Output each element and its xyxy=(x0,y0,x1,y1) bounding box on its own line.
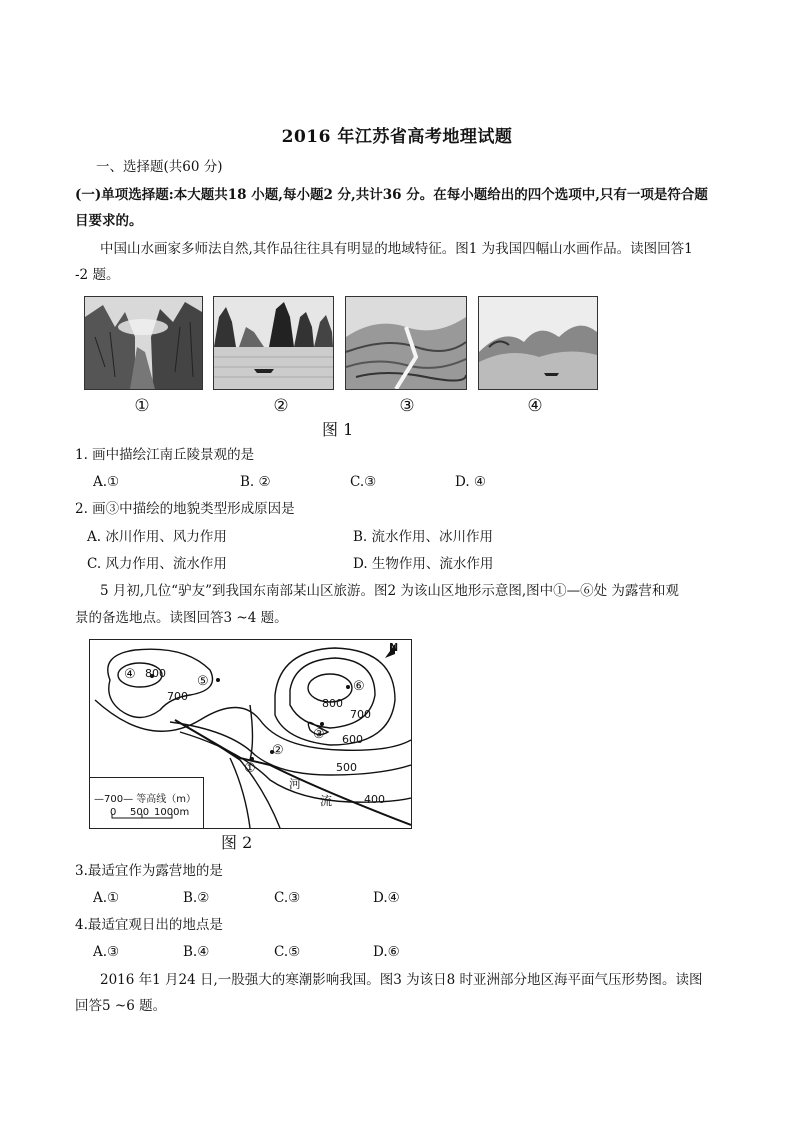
painting-3-label: ③ xyxy=(399,396,415,416)
q4-option-d: D.⑥ xyxy=(373,944,400,960)
map-point-5: ⑤ xyxy=(197,674,209,689)
painting-2-label: ② xyxy=(273,396,289,416)
q2-option-d: D. 生物作用、流水作用 xyxy=(353,556,494,572)
intro-paragraph-2-line2: 景的备选地点。读图回答3 ~4 题。 xyxy=(75,610,288,626)
section-instruction-line1: (一)单项选择题:本大题共18 小题,每小题2 分,共计36 分。在每小题给出的四个选项中,只有一项是符合题 xyxy=(75,187,708,203)
intro-paragraph-3-line1: 2016 年1 月24 日,一股强大的寒潮影响我国。图3 为该日8 时亚洲部分地区海平面气压形势图。读图 xyxy=(100,972,703,988)
question-2-stem: 2. 画③中描绘的地貌类型形成原因是 xyxy=(75,501,295,517)
contour-label: 700 xyxy=(350,708,371,721)
intro-paragraph-1-line1: 中国山水画家多师法自然,其作品往往具有明显的地域特征。图1 为我国四幅山水画作品。读图回答1 xyxy=(100,241,693,257)
q4-option-a: A.③ xyxy=(93,944,120,960)
q4-option-b: B.④ xyxy=(183,944,210,960)
q3-option-c: C.③ xyxy=(274,890,301,906)
painting-1 xyxy=(84,296,203,390)
contour-label: 700 xyxy=(167,690,188,703)
north-arrow-label: N xyxy=(389,641,399,654)
painting-3 xyxy=(345,296,467,390)
q1-option-d: D. ④ xyxy=(455,474,487,490)
q3-option-a: A.① xyxy=(93,890,120,906)
q1-option-b: B. ② xyxy=(240,474,271,490)
legend-contour: —700— 等高线（m） xyxy=(94,794,197,805)
question-1-stem: 1. 画中描绘江南丘陵景观的是 xyxy=(75,447,255,463)
section-instruction-line2: 目要求的。 xyxy=(75,213,143,229)
contour-label: 800 xyxy=(322,697,343,710)
page-title: 2016 年江苏省高考地理试题 xyxy=(281,127,513,147)
map-legend xyxy=(89,777,204,829)
intro-paragraph-3-line2: 回答5 ~6 题。 xyxy=(75,998,167,1014)
q4-option-c: C.⑤ xyxy=(274,944,301,960)
q3-option-d: D.④ xyxy=(373,890,400,906)
map-point-6: ⑥ xyxy=(353,679,365,694)
q2-option-c: C. 风力作用、流水作用 xyxy=(87,556,227,572)
scale-bar xyxy=(90,778,203,828)
figure-2-caption: 图 2 xyxy=(221,833,253,852)
scale-label-1000: 1000m xyxy=(154,807,190,818)
river-label-2: 流 xyxy=(320,794,333,808)
question-4-stem: 4.最适宜观日出的地点是 xyxy=(75,917,223,933)
map-point-2: ② xyxy=(272,743,284,758)
river-label-1: 河 xyxy=(289,777,302,791)
contour-label: 600 xyxy=(342,733,363,746)
painting-1-label: ① xyxy=(134,396,150,416)
map-point-3: ③ xyxy=(313,727,325,742)
painting-2 xyxy=(213,296,334,390)
painting-4-label: ④ xyxy=(527,396,543,416)
map-point-1: ① xyxy=(244,761,256,776)
q2-option-b: B. 流水作用、冰川作用 xyxy=(353,529,494,545)
contour-label: 500 xyxy=(336,761,357,774)
scale-label-500: 500 xyxy=(130,807,150,818)
painting-4 xyxy=(478,296,598,390)
q3-option-b: B.② xyxy=(183,890,210,906)
scale-label-0: 0 xyxy=(110,807,117,818)
map-point-4: ④ xyxy=(124,667,136,682)
figure-1-caption: 图 1 xyxy=(322,420,354,439)
q2-option-a: A. 冰川作用、风力作用 xyxy=(87,529,227,545)
section-heading: 一、选择题(共60 分) xyxy=(96,159,223,175)
intro-paragraph-1-line2: -2 题。 xyxy=(75,267,120,283)
q1-option-c: C.③ xyxy=(350,474,377,490)
q1-option-a: A.① xyxy=(93,474,120,490)
contour-label: 800 xyxy=(145,667,166,680)
intro-paragraph-2-line1: 5 月初,几位“驴友”到我国东南部某山区旅游。图2 为该山区地形示意图,图中①—⑥处 为露营和观 xyxy=(100,583,679,599)
contour-label: 400 xyxy=(364,793,385,806)
question-3-stem: 3.最适宜作为露营地的是 xyxy=(75,863,223,879)
